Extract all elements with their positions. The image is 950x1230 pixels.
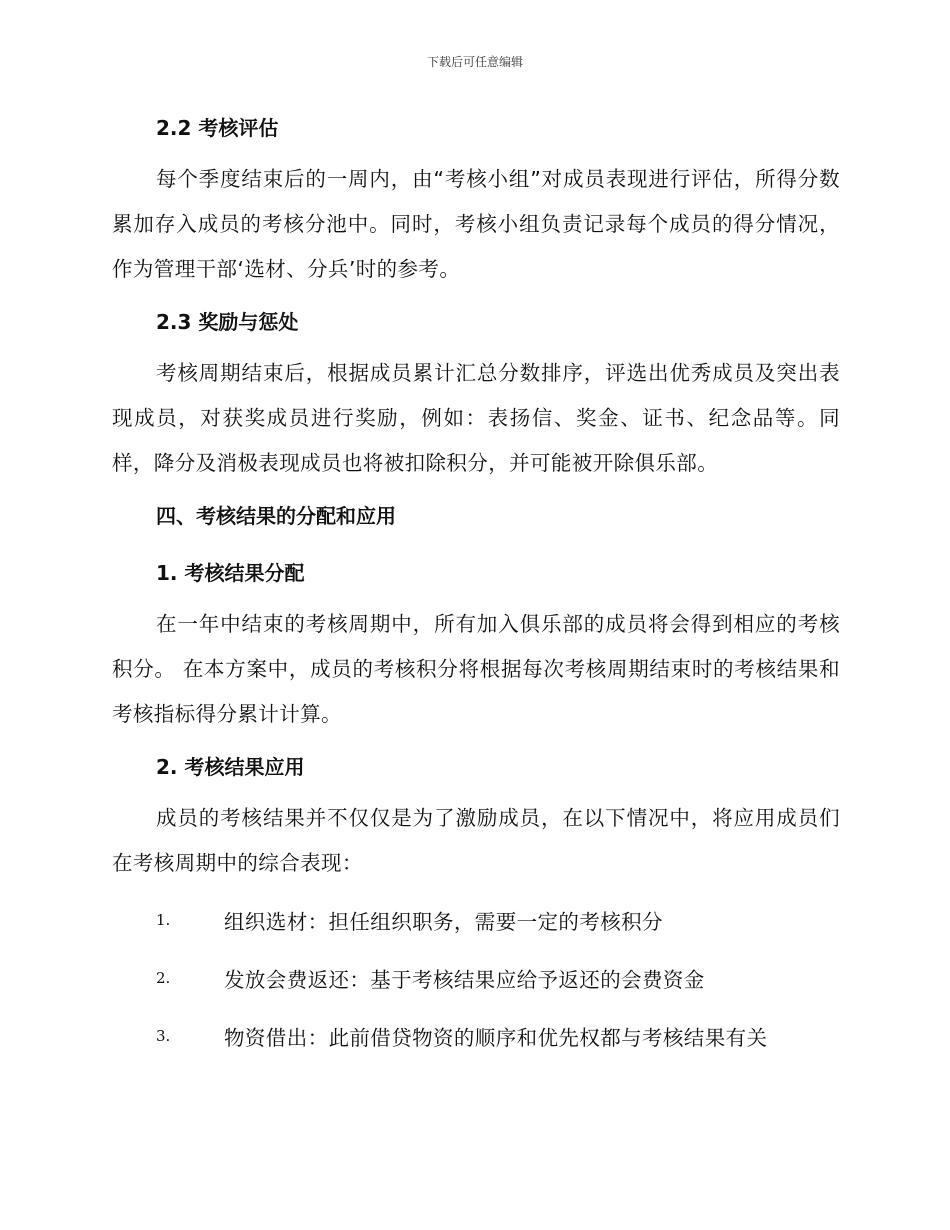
list-item [112, 961, 840, 995]
section-heading-4-2: 2. 考核结果应用 [156, 755, 305, 779]
list-item [112, 1019, 840, 1053]
document-body [112, 111, 840, 1053]
paragraph-rewards: 考核周期结束后，根据成员累计汇总分数排序，评选出优秀成员及突出表现成员，对获奖成员进行奖励，例如：表扬信、奖金、证书、纪念品等。同样，降分及消极表现成员也将被扣除积分，并可能被开除俱乐部。 [112, 361, 840, 475]
list-text: 组织选材：担任组织职务，需要一定的考核积分 [224, 910, 663, 934]
list-text: 发放会费返还：基于考核结果应给予返还的会费资金 [224, 968, 705, 992]
section-heading-4: 四、考核结果的分配和应用 [156, 504, 396, 528]
list-item [112, 903, 840, 937]
section-heading-2-2: 2.2 考核评估 [156, 116, 279, 140]
paragraph-assessment: 每个季度结束后的一周内，由“考核小组”对成员表现进行评估，所得分数累加存入成员的考核分池中。同时，考核小组负责记录每个成员的得分情况，作为管理干部‘选材、分兵’时的参考。 [112, 167, 840, 281]
paragraph-distribution: 在一年中结束的考核周期中，所有加入俱乐部的成员将会得到相应的考核积分。 在本方案中，成员的考核积分将根据每次考核周期结束时的考核结果和考核指标得分累计计算。 [112, 612, 840, 726]
list-number: 1. [156, 911, 171, 929]
list-number: 3. [156, 1027, 171, 1045]
section-heading-2-3: 2.3 奖励与惩处 [156, 310, 299, 334]
page-header: 下载后可任意编辑 [426, 55, 523, 69]
section-heading-4-1: 1. 考核结果分配 [156, 561, 305, 585]
paragraph-application: 成员的考核结果并不仅仅是为了激励成员，在以下情况中，将应用成员们在考核周期中的综合表现： [112, 806, 840, 875]
list-text: 物资借出：此前借贷物资的顺序和优先权都与考核结果有关 [224, 1026, 768, 1050]
list-number: 2. [156, 969, 171, 987]
